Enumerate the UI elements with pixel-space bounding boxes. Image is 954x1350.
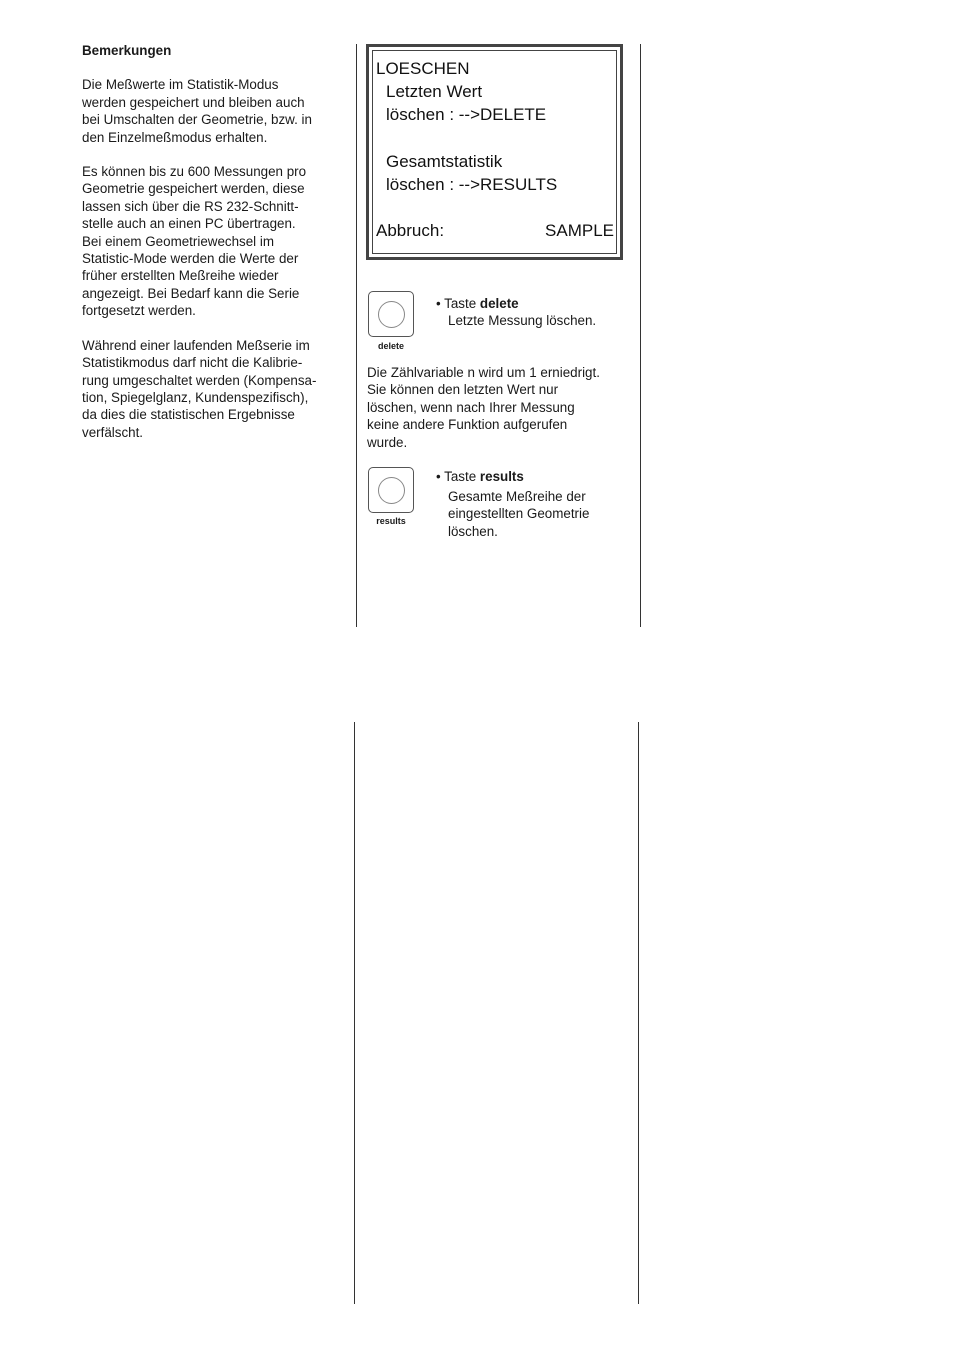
delete-key-description: Letzte Messung löschen.: [448, 313, 597, 328]
display-title: LOESCHEN: [376, 59, 470, 78]
column-divider-top-left: [356, 44, 357, 627]
display-line-1: Letzten Wert: [386, 82, 483, 101]
delete-note: Die Zählvariable n wird um 1 erniedrigt. Sie können den letzten Wert nur löschen, wenn nach Ihrer Messung keine andere Funktion aufgerufen wurde.: [367, 365, 600, 450]
delete-key-button[interactable]: [368, 291, 414, 337]
delete-key-name: delete: [479, 296, 519, 311]
key-circle-icon: [378, 477, 405, 504]
results-key-button[interactable]: [368, 467, 414, 513]
bullet: • Taste: [436, 296, 480, 311]
column-divider-top-right: [640, 44, 641, 627]
display-line-2: löschen : -->DELETE: [386, 105, 547, 124]
display-screen: [372, 50, 617, 254]
remarks-heading: Bemerkungen: [82, 43, 172, 58]
bullet: • Taste: [436, 469, 480, 484]
results-key-label: results: [376, 516, 406, 526]
display-abort-label: Abbruch:: [376, 221, 445, 240]
device-display: [366, 44, 623, 260]
display-line-3: Gesamtstatistik: [386, 152, 503, 171]
remarks-paragraph-2: Es können bis zu 600 Messungen pro Geometrie gespeichert werden, diese lassen sich über die RS 232-Schnitt- stelle auch an einen PC übertragen. Bei einem Geometriewechsel im Statistic-Mode werden die Werte der früher erstellten Meßreihe wieder angezeigt. Bei Bedarf kann die Serie fortgesetzt werden.: [82, 164, 307, 319]
remarks-paragraph-1: Die Meßwerte im Statistik-Modus werden gespeichert und bleiben auch bei Umschalten der Geometrie, bzw. in den Einzelmeßmodus erhalten.: [82, 77, 312, 145]
results-key-description: Gesamte Meßreihe der eingestellten Geometrie löschen.: [448, 489, 590, 539]
key-circle-icon: [378, 301, 405, 328]
delete-key-label: delete: [377, 341, 404, 351]
results-key-name: results: [479, 469, 524, 484]
column-divider-bottom-right: [638, 722, 639, 1304]
remarks-section: [82, 42, 344, 458]
display-abort-key: SAMPLE: [545, 221, 614, 240]
remarks-paragraph-3: Während einer laufenden Meßserie im Statistikmodus darf nicht die Kalibrie- rung umgeschaltet werden (Kompensa- tion, Spiegelglanz, Kundenspezifisch), da dies die statistischen Ergebnisse verfälscht.: [82, 337, 317, 440]
results-key-title: [436, 468, 524, 485]
display-line-4: löschen : -->RESULTS: [386, 175, 558, 194]
delete-key-title: [436, 295, 519, 312]
column-divider-bottom-left: [354, 722, 355, 1304]
